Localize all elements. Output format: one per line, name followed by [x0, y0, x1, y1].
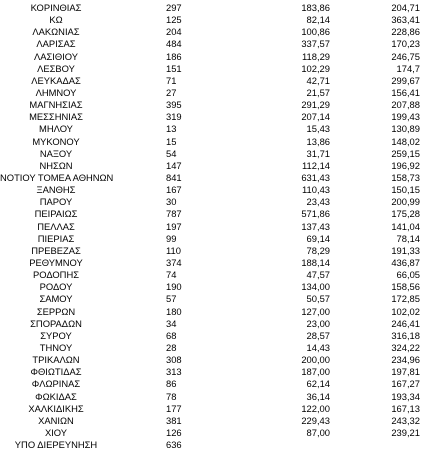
cases-cell: 99 [166, 232, 177, 244]
rate2-cell: 196,92 [391, 159, 420, 171]
region-name-cell: ΠΙΕΡΙΑΣ [37, 232, 75, 244]
rate-cell: 183,86 [301, 2, 330, 13]
table-row [0, 281, 431, 293]
rate-cell: 127,00 [301, 305, 330, 317]
rate2-cell: 170,23 [391, 38, 420, 50]
rate-cell: 188,14 [301, 256, 330, 268]
rate2-cell: 363,41 [391, 14, 420, 26]
cases-cell: 27 [166, 86, 177, 98]
region-name-cell: ΡΟΔΟΠΗΣ [32, 269, 80, 281]
cases-cell: 28 [166, 341, 177, 353]
table-row [0, 293, 431, 305]
table-row [0, 342, 431, 354]
rate2-cell: 228,86 [391, 26, 420, 38]
rate-cell: 82,14 [306, 14, 330, 26]
table-row [0, 172, 431, 184]
table-row [0, 427, 431, 439]
region-name-cell: ΥΠΟ ΔΙΕΡΕΥΝΗΣΗ [14, 439, 98, 451]
rate2-cell: 66,05 [396, 269, 420, 281]
rate2-cell: 200,99 [391, 196, 420, 208]
rate2-cell: 78,14 [396, 232, 420, 244]
cases-cell: 110 [166, 244, 181, 256]
rate-cell: 14,43 [306, 341, 330, 353]
region-name-cell: ΧΙΟΥ [44, 426, 68, 438]
region-name-cell: ΚΩ [49, 14, 63, 26]
table-row [0, 99, 431, 111]
region-name-cell: ΝΗΣΩΝ [39, 159, 73, 171]
table-row [0, 366, 431, 378]
table-row [0, 2, 431, 14]
region-name-cell: ΚΟΡΙΝΘΙΑΣ [30, 2, 82, 13]
cases-cell: 374 [166, 256, 182, 268]
cases-cell: 151 [166, 62, 182, 74]
rate-cell: 137,43 [301, 220, 330, 232]
region-name-cell: ΠΕΙΡΑΙΩΣ [34, 208, 78, 220]
rate2-cell: 239,21 [391, 426, 420, 438]
rate-cell: 112,14 [302, 159, 330, 171]
cases-cell: 57 [166, 293, 177, 305]
rate-cell: 100,86 [301, 26, 330, 38]
cases-cell: 30 [166, 196, 177, 208]
table-row [0, 378, 431, 390]
cases-cell: 313 [166, 366, 182, 378]
table-row [0, 160, 431, 172]
table-row [0, 148, 431, 160]
cases-cell: 74 [166, 269, 177, 281]
cases-cell: 167 [166, 184, 182, 196]
rate-cell: 337,57 [301, 38, 330, 50]
cases-cell: 319 [166, 111, 182, 123]
table-row [0, 51, 431, 63]
rate-cell: 23,43 [306, 196, 330, 208]
region-name-cell: ΣΕΡΡΩΝ [36, 305, 76, 317]
table-row [0, 26, 431, 38]
rate-cell: 631,43 [301, 171, 330, 183]
rate-cell: 207,14 [301, 111, 330, 123]
region-name-cell: ΦΛΩΡΙΝΑΣ [31, 378, 81, 390]
rate-cell: 13,86 [306, 135, 330, 147]
cases-cell: 126 [166, 426, 182, 438]
cases-cell: 180 [166, 305, 182, 317]
rate2-cell: 102,02 [391, 305, 420, 317]
rate2-cell: 156,41 [391, 86, 420, 98]
rate-cell: 110,43 [302, 184, 330, 196]
table-row [0, 111, 431, 123]
rate2-cell: 167,13 [391, 402, 420, 414]
table-row [0, 415, 431, 427]
region-name-cell: ΣΑΜΟΥ [39, 293, 73, 305]
rate2-cell: 172,85 [391, 293, 420, 305]
region-name-cell: ΞΑΝΘΗΣ [36, 184, 76, 196]
rate-cell: 102,29 [301, 62, 330, 74]
data-table [0, 2, 431, 451]
rate-cell: 62,14 [306, 378, 330, 390]
region-name-cell: ΛΕΥΚΑΔΑΣ [31, 74, 81, 86]
rate2-cell: 246,75 [391, 50, 420, 62]
rate-cell: 15,43 [306, 123, 330, 135]
cases-cell: 54 [166, 147, 177, 159]
rate2-cell: 199,43 [391, 111, 420, 123]
cases-cell: 186 [166, 50, 182, 62]
rate2-cell: 130,89 [391, 123, 420, 135]
rate-cell: 50,57 [306, 293, 330, 305]
table-row [0, 330, 431, 342]
region-name-cell: ΡΟΔΟΥ [39, 281, 73, 293]
table-row [0, 439, 431, 451]
table-row [0, 306, 431, 318]
rate2-cell: 299,67 [391, 74, 420, 86]
table-row [0, 403, 431, 415]
table-row [0, 221, 431, 233]
cases-cell: 34 [166, 317, 177, 329]
cases-cell: 15 [166, 135, 177, 147]
region-name-cell: ΛΑΚΩΝΙΑΣ [32, 26, 80, 38]
region-name-cell: ΜΥΚΟΝΟΥ [32, 135, 80, 147]
rate-cell: 87,00 [306, 426, 330, 438]
region-name-cell: ΣΠΟΡΑΔΩΝ [30, 317, 82, 329]
region-name-cell: ΤΗΝΟΥ [39, 341, 73, 353]
region-name-cell: ΠΑΡΟΥ [39, 196, 73, 208]
region-name-cell: ΠΡΕΒΕΖΑΣ [31, 244, 81, 256]
table-row [0, 136, 431, 148]
rate-cell: 42,71 [306, 74, 330, 86]
region-name-cell: ΦΘΙΩΤΙΔΑΣ [30, 366, 82, 378]
region-name-cell: ΛΑΡΙΣΑΣ [36, 38, 76, 50]
table-row [0, 75, 431, 87]
rate-cell: 36,14 [306, 390, 330, 402]
rate2-cell: 316,18 [391, 329, 420, 341]
rate-cell: 47,57 [306, 269, 330, 281]
table-row [0, 123, 431, 135]
region-name-cell: ΦΩΚΙΔΑΣ [35, 390, 77, 402]
cases-cell: 381 [166, 414, 182, 426]
region-name-cell: ΛΗΜΝΟΥ [35, 86, 77, 98]
region-name-cell: ΧΑΛΚΙΔΙΚΗΣ [28, 402, 84, 414]
rate2-cell: 193,34 [391, 390, 420, 402]
rate2-cell: 197,81 [391, 366, 420, 378]
cases-cell: 147 [166, 159, 182, 171]
rate-cell: 291,29 [301, 99, 330, 111]
table-row [0, 233, 431, 245]
table-row [0, 38, 431, 50]
rate2-cell: 158,73 [391, 171, 420, 183]
region-name-cell: ΤΡΙΚΑΛΩΝ [32, 354, 80, 366]
region-name-cell: ΛΑΣΙΘΙΟΥ [33, 50, 79, 62]
rate-cell: 134,00 [301, 281, 330, 293]
table-row [0, 63, 431, 75]
rate-cell: 122,00 [301, 402, 330, 414]
cases-cell: 68 [166, 329, 177, 341]
rate-cell: 200,00 [301, 354, 330, 366]
table-row [0, 269, 431, 281]
region-name-cell: ΣΥΡΟΥ [40, 329, 72, 341]
region-name-cell: ΜΗΛΟΥ [39, 123, 73, 135]
cases-cell: 841 [166, 171, 182, 183]
rate2-cell: 204,71 [391, 2, 420, 13]
rate2-cell: 324,22 [391, 341, 420, 353]
cases-cell: 13 [166, 123, 177, 135]
rate2-cell: 243,32 [391, 414, 420, 426]
cases-cell: 308 [166, 354, 182, 366]
rate2-cell: 174,7 [396, 62, 420, 74]
table-row [0, 14, 431, 26]
cases-cell: 297 [166, 2, 182, 13]
rate-cell: 571,86 [301, 208, 330, 220]
rate2-cell: 436,87 [391, 256, 420, 268]
region-name-cell: ΜΕΣΣΗΝΙΑΣ [29, 111, 83, 123]
rate-cell: 28,57 [306, 329, 330, 341]
cases-cell: 197 [166, 220, 182, 232]
table-row [0, 257, 431, 269]
cases-cell: 177 [166, 402, 182, 414]
rate2-cell: 175,28 [391, 208, 420, 220]
rate2-cell: 148,02 [391, 135, 420, 147]
region-name-cell: ΝΑΞΟΥ [39, 147, 73, 159]
rate2-cell: 167,27 [391, 378, 420, 390]
region-name-cell: ΡΕΘΥΜΝΟΥ [29, 256, 83, 268]
rate-cell: 31,71 [306, 147, 330, 159]
rate2-cell: 207,88 [391, 99, 420, 111]
table-row [0, 391, 431, 403]
rate-cell: 187,00 [301, 366, 330, 378]
table-row [0, 208, 431, 220]
rate-cell: 229,43 [301, 414, 330, 426]
cases-cell: 125 [166, 14, 182, 26]
region-name-cell: ΜΑΓΝΗΣΙΑΣ [29, 99, 83, 111]
rate-cell: 69,14 [306, 232, 330, 244]
rate2-cell: 150,15 [391, 184, 420, 196]
rate-cell: 118,29 [302, 50, 330, 62]
table-row [0, 184, 431, 196]
rate-cell: 23,00 [306, 317, 330, 329]
region-name-cell: ΧΑΝΙΩΝ [38, 414, 74, 426]
cases-cell: 86 [166, 378, 177, 390]
cases-cell: 204 [166, 26, 182, 38]
table-row [0, 354, 431, 366]
table-row [0, 87, 431, 99]
region-name-cell: ΝΟΤΙΟΥ ΤΟΜΕΑ ΑΘΗΝΩΝ [0, 171, 114, 183]
cases-cell: 395 [166, 99, 182, 111]
rate2-cell: 234,96 [391, 354, 420, 366]
cases-cell: 78 [166, 390, 177, 402]
region-name-cell: ΛΕΣΒΟΥ [37, 62, 75, 74]
table-row [0, 245, 431, 257]
region-name-cell: ΠΕΛΛΑΣ [37, 220, 75, 232]
rate2-cell: 158,56 [391, 281, 420, 293]
rate2-cell: 259,15 [391, 147, 420, 159]
rate2-cell: 141,04 [391, 220, 420, 232]
table-row [0, 318, 431, 330]
rate-cell: 78,29 [306, 244, 330, 256]
cases-cell: 636 [166, 439, 182, 451]
rate2-cell: 246,41 [391, 317, 420, 329]
table-row [0, 196, 431, 208]
cases-cell: 787 [166, 208, 182, 220]
rate-cell: 21,57 [306, 86, 330, 98]
cases-cell: 190 [166, 281, 182, 293]
rate2-cell: 191,33 [391, 244, 420, 256]
cases-cell: 71 [166, 74, 177, 86]
cases-cell: 484 [166, 38, 182, 50]
